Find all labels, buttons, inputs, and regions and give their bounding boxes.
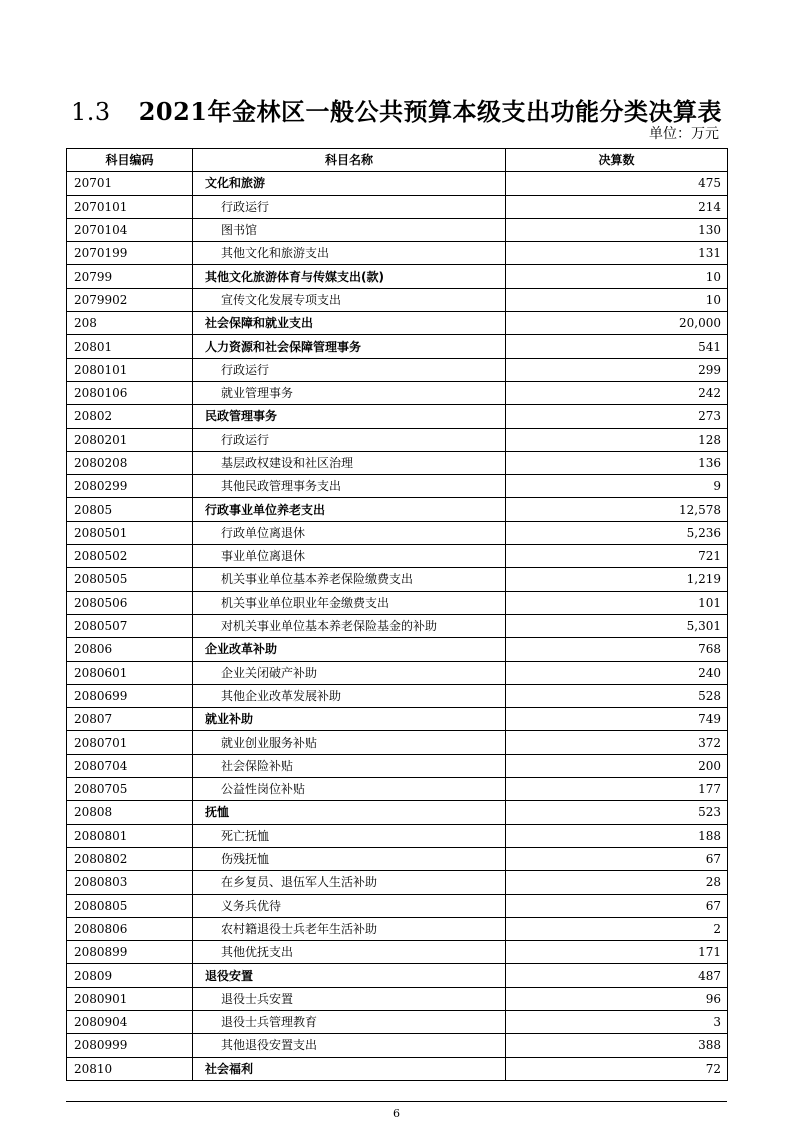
subject-name: 农村籍退役士兵老年生活补助 (193, 917, 506, 940)
subject-code: 2080699 (67, 684, 193, 707)
subject-name: 公益性岗位补贴 (193, 778, 506, 801)
table-row (67, 312, 728, 335)
footer-divider (66, 1101, 727, 1102)
final-amount: 2 (506, 917, 728, 940)
subject-code: 2070101 (67, 195, 193, 218)
header-name: 科目名称 (193, 149, 506, 172)
final-amount: 749 (506, 708, 728, 731)
subject-name: 其他民政管理事务支出 (193, 475, 506, 498)
table-row (67, 172, 728, 195)
subject-code: 2080904 (67, 1010, 193, 1033)
subject-code: 2080299 (67, 475, 193, 498)
subject-code: 20805 (67, 498, 193, 521)
final-amount: 130 (506, 218, 728, 241)
subject-code: 2080705 (67, 778, 193, 801)
subject-code: 2080701 (67, 731, 193, 754)
final-amount: 20,000 (506, 312, 728, 335)
subject-code: 2080505 (67, 568, 193, 591)
table-row (67, 545, 728, 568)
final-amount: 131 (506, 242, 728, 265)
subject-code: 20801 (67, 335, 193, 358)
subject-name: 其他优抚支出 (193, 941, 506, 964)
final-amount: 541 (506, 335, 728, 358)
page-title (0, 92, 793, 127)
subject-code: 2080502 (67, 545, 193, 568)
final-amount: 136 (506, 451, 728, 474)
subject-name: 退役安置 (193, 964, 506, 987)
table-header-row (67, 149, 728, 172)
final-amount: 28 (506, 871, 728, 894)
final-amount: 240 (506, 661, 728, 684)
final-amount: 1,219 (506, 568, 728, 591)
final-amount: 177 (506, 778, 728, 801)
table-row (67, 1057, 728, 1080)
subject-code: 2080806 (67, 917, 193, 940)
table-row (67, 847, 728, 870)
subject-name: 社会保障和就业支出 (193, 312, 506, 335)
table-row (67, 778, 728, 801)
table-row (67, 591, 728, 614)
subject-name: 其他退役安置支出 (193, 1034, 506, 1057)
final-amount: 299 (506, 358, 728, 381)
table-row (67, 265, 728, 288)
subject-code: 2070104 (67, 218, 193, 241)
subject-name: 在乡复员、退伍军人生活补助 (193, 871, 506, 894)
unit-label: 单位：万元 (649, 126, 719, 142)
subject-code: 2080506 (67, 591, 193, 614)
subject-name: 行政事业单位养老支出 (193, 498, 506, 521)
subject-code: 20809 (67, 964, 193, 987)
page-number: 6 (393, 1107, 400, 1120)
subject-code: 2080507 (67, 614, 193, 637)
final-amount: 242 (506, 381, 728, 404)
table-row (67, 871, 728, 894)
table-row (67, 801, 728, 824)
table-row (67, 358, 728, 381)
final-amount: 5,301 (506, 614, 728, 637)
table-row (67, 1010, 728, 1033)
subject-name: 抚恤 (193, 801, 506, 824)
subject-code: 20799 (67, 265, 193, 288)
table-row (67, 684, 728, 707)
subject-name: 民政管理事务 (193, 405, 506, 428)
subject-code: 2080899 (67, 941, 193, 964)
subject-name: 死亡抚恤 (193, 824, 506, 847)
table-row (67, 661, 728, 684)
subject-code: 20802 (67, 405, 193, 428)
subject-code: 20810 (67, 1057, 193, 1080)
table-row (67, 218, 728, 241)
subject-name: 企业关闭破产补助 (193, 661, 506, 684)
subject-name: 对机关事业单位基本养老保险基金的补助 (193, 614, 506, 637)
final-amount: 10 (506, 265, 728, 288)
final-amount: 372 (506, 731, 728, 754)
subject-name: 基层政权建设和社区治理 (193, 451, 506, 474)
subject-name: 机关事业单位职业年金缴费支出 (193, 591, 506, 614)
final-amount: 523 (506, 801, 728, 824)
subject-name: 人力资源和社会保障管理事务 (193, 335, 506, 358)
table-row (67, 405, 728, 428)
subject-name: 事业单位离退休 (193, 545, 506, 568)
table-row (67, 568, 728, 591)
final-amount: 12,578 (506, 498, 728, 521)
table-row (67, 242, 728, 265)
subject-name: 退役士兵安置 (193, 987, 506, 1010)
final-amount: 72 (506, 1057, 728, 1080)
final-amount: 214 (506, 195, 728, 218)
final-amount: 10 (506, 288, 728, 311)
table-row (67, 475, 728, 498)
subject-code: 2080208 (67, 451, 193, 474)
final-amount: 101 (506, 591, 728, 614)
table-row (67, 941, 728, 964)
subject-code: 2080704 (67, 754, 193, 777)
final-amount: 67 (506, 847, 728, 870)
table-row (67, 451, 728, 474)
subject-name: 社会保险补贴 (193, 754, 506, 777)
subject-name: 行政运行 (193, 358, 506, 381)
title-text: 2021年金林区一般公共预算本级支出功能分类决算表 (138, 97, 722, 126)
subject-name: 企业改革补助 (193, 638, 506, 661)
final-amount: 128 (506, 428, 728, 451)
subject-name: 社会福利 (193, 1057, 506, 1080)
subject-code: 2080803 (67, 871, 193, 894)
final-amount: 96 (506, 987, 728, 1010)
final-amount: 768 (506, 638, 728, 661)
subject-name: 机关事业单位基本养老保险缴费支出 (193, 568, 506, 591)
table-row (67, 754, 728, 777)
table-row (67, 288, 728, 311)
subject-code: 2080802 (67, 847, 193, 870)
subject-name: 其他企业改革发展补助 (193, 684, 506, 707)
table-row (67, 521, 728, 544)
table-row (67, 638, 728, 661)
final-amount: 273 (506, 405, 728, 428)
subject-name: 就业创业服务补贴 (193, 731, 506, 754)
subject-code: 2080201 (67, 428, 193, 451)
budget-table (66, 148, 728, 1081)
table-row (67, 614, 728, 637)
header-code: 科目编码 (67, 149, 193, 172)
section-number: 1.3 (71, 98, 111, 126)
subject-name: 就业管理事务 (193, 381, 506, 404)
table-row (67, 1034, 728, 1057)
table-row (67, 498, 728, 521)
table-row (67, 195, 728, 218)
table-row (67, 428, 728, 451)
subject-name: 文化和旅游 (193, 172, 506, 195)
final-amount: 528 (506, 684, 728, 707)
subject-name: 行政单位离退休 (193, 521, 506, 544)
subject-code: 20808 (67, 801, 193, 824)
subject-code: 2070199 (67, 242, 193, 265)
subject-code: 208 (67, 312, 193, 335)
table-row (67, 731, 728, 754)
subject-code: 2080999 (67, 1034, 193, 1057)
final-amount: 3 (506, 1010, 728, 1033)
final-amount: 475 (506, 172, 728, 195)
final-amount: 388 (506, 1034, 728, 1057)
table-row (67, 894, 728, 917)
table-row (67, 381, 728, 404)
subject-code: 2080601 (67, 661, 193, 684)
subject-code: 20807 (67, 708, 193, 731)
final-amount: 487 (506, 964, 728, 987)
final-amount: 188 (506, 824, 728, 847)
subject-code: 20806 (67, 638, 193, 661)
final-amount: 67 (506, 894, 728, 917)
subject-name: 退役士兵管理教育 (193, 1010, 506, 1033)
table-row (67, 917, 728, 940)
table-row (67, 987, 728, 1010)
table-row (67, 335, 728, 358)
subject-code: 2080901 (67, 987, 193, 1010)
table-row (67, 708, 728, 731)
subject-name: 就业补助 (193, 708, 506, 731)
table-row (67, 824, 728, 847)
subject-code: 2080106 (67, 381, 193, 404)
final-amount: 9 (506, 475, 728, 498)
header-amount: 决算数 (506, 149, 728, 172)
final-amount: 200 (506, 754, 728, 777)
final-amount: 5,236 (506, 521, 728, 544)
subject-name: 其他文化旅游体育与传媒支出(款) (193, 265, 506, 288)
subject-code: 20701 (67, 172, 193, 195)
subject-name: 图书馆 (193, 218, 506, 241)
subject-code: 2079902 (67, 288, 193, 311)
subject-name: 义务兵优待 (193, 894, 506, 917)
subject-name: 行政运行 (193, 428, 506, 451)
subject-code: 2080101 (67, 358, 193, 381)
subject-name: 伤残抚恤 (193, 847, 506, 870)
final-amount: 171 (506, 941, 728, 964)
subject-code: 2080801 (67, 824, 193, 847)
final-amount: 721 (506, 545, 728, 568)
subject-code: 2080805 (67, 894, 193, 917)
table-row (67, 964, 728, 987)
subject-name: 其他文化和旅游支出 (193, 242, 506, 265)
subject-name: 行政运行 (193, 195, 506, 218)
subject-name: 宣传文化发展专项支出 (193, 288, 506, 311)
subject-code: 2080501 (67, 521, 193, 544)
